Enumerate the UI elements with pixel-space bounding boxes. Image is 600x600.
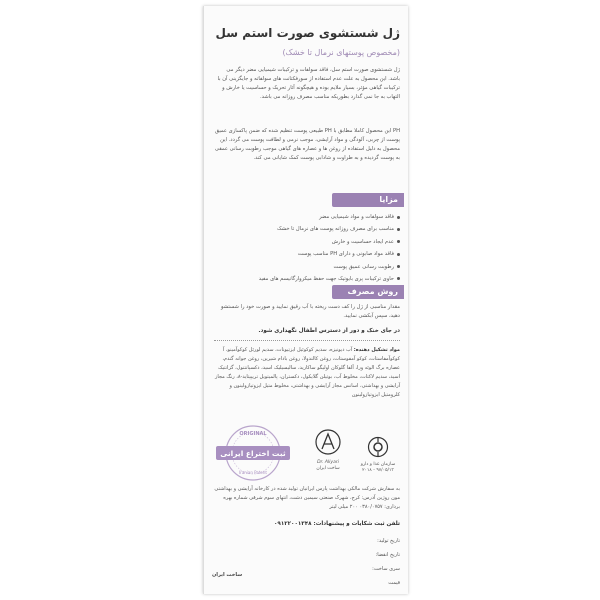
production-date-label: تاریخ تولید:: [377, 538, 400, 544]
advantage-item: فاقد مواد صابونی و دارای PH مناسب پوست: [214, 248, 400, 260]
health-standard-logo: [358, 436, 398, 474]
product-title: ژل شستشوی صورت استم سل: [215, 26, 400, 40]
advantages-header: مزایا: [332, 193, 404, 207]
price-label: قیمت: [388, 580, 400, 586]
product-subtitle: (مخصوص پوستهای نرمال تا خشک): [282, 48, 400, 57]
product-box-panel: [203, 6, 408, 594]
advantage-item: مناسب برای مصرف روزانه پوست های نرمال تا خشک: [214, 223, 400, 235]
brand-logo: [306, 428, 350, 472]
ingredients-label: مواد تشکیل دهنده:: [353, 347, 400, 353]
description-paragraph-2: PH این محصول کاملا مطابق با PH طبیعی پوست تنظیم شده که ضمن پاکسازی عمیق پوست از چربی، آلودگی و مواد آرایشی، موجب نرمی و لطافت پوست می گردد. این محصول به دلیل استفاده از روغن ها و عصاره های گیاهی موجب رطوبت رسانی عمقی به پوست گردیده و به طراوت و شادابی پوست کمک شایانی می کند.: [214, 128, 400, 161]
ingredients-block: [214, 346, 400, 400]
seal-bottom-text: Iranian Patent: [239, 470, 267, 475]
ingredients-text: آب دیونیزه، سدیم کوکوئیل ایزتیونات، سدیم لورئل کوکوآمینو، آ کوکوآمفاستات، کوکو آمفوستات، روغن کالندولا، روغن بادام شیرین، روغن جوانه گندم، عصاره برگ الوئه ورا، آلفا گلوکان اولیگو ساکارید، سالیسیلیک اسید، دکسپانتنول، گزانتیک اسید، سدیم لاکتات، مخلوط آب، بوتیلن گلایکول، دکستران، پالمیتویل تریپپتاید-۸، رنگ مجاز آرایشی و بهداشتی، اسانس مجاز آرایشی و بهداشتی، مخلوط متیل ایزوتیازولینون و کلرومتیل ایزوتیازولینون: [214, 347, 400, 398]
standard-text: سازمان غذا و دارو: [360, 462, 396, 467]
brand-monogram-icon: [313, 428, 343, 456]
seal-main-text: ثبت اختراع ایرانی: [220, 449, 286, 458]
patent-seal-icon: [214, 423, 292, 483]
support-phone: تلفن ثبت شکایات و پیشنهادات: ۰۹۱۲۲۰۰۱۳۴۸: [273, 521, 400, 527]
certification-logos: [204, 416, 408, 486]
batch-label: سری ساخت:: [372, 566, 400, 572]
usage-text: مقدار مناسبی از ژل را کف دست ریخته با آب رقیق نمایید و صورت خود را شستشو دهید، سپس آبکشی نمایید.: [221, 304, 400, 319]
description-paragraph-1: ژل شستشوی صورت استم سل، فاقد سولفات و ترکیبات شیمیایی مضر دیگر می باشد. این محصول به علت عدم استفاده از سورفکتانت های سولفاته و جایگزینی آن با ترکیبات گیاهی مؤثر، بسیار ملایم بوده و هیچگونه آثار تحریک و حساسیت یا خارش و التهاب به جا نمی گذارد بطوریکه مناسب مصرف روزانه می باشد.: [217, 67, 400, 100]
advantage-item: رطوبت رسانی عمیق پوست: [214, 261, 400, 273]
advantage-item: عدم ایجاد حساسیت و خارش: [214, 236, 400, 248]
brand-made-in: ساخت ایران: [316, 466, 340, 471]
advantage-item: حاوی ترکیبات پری بایوتیک جهت حفظ میکروارگانیسم های مفید: [214, 273, 400, 285]
seal-top-text: ORIGINAL: [239, 431, 267, 437]
advantage-item: فاقد سولفات و مواد شیمیایی مضر: [214, 211, 400, 223]
advantages-list: [214, 211, 400, 285]
expiry-date-label: تاریخ انقضا:: [375, 552, 400, 558]
health-ministry-icon: [367, 436, 389, 458]
brand-name: Dr. Aliyari: [317, 460, 339, 465]
usage-header: روش مصرف: [332, 285, 404, 299]
dotted-divider: [214, 340, 400, 341]
made-in-iran: ساخت ایران: [212, 572, 243, 578]
company-info: به سفارش شرکت مالکی بهداشت پارس ایرانیان تولید شده در کارخانه آرایشی و بهداشتی مون روژین آدرس: کرج، شهرک صنعتی سیمین دشت، انتهای سوم شرقی شماره بهره برداری: ۰۳۸۰/۰۷۵۷ ۲۰۰ میلی لیتر: [214, 486, 400, 510]
standard-date: ۹۷/۰۵/۱۳ - ۲۰۱۸: [362, 468, 394, 473]
storage-warning: در جای خنک و دور از دسترس اطفال نگهداری شود.: [258, 328, 400, 334]
